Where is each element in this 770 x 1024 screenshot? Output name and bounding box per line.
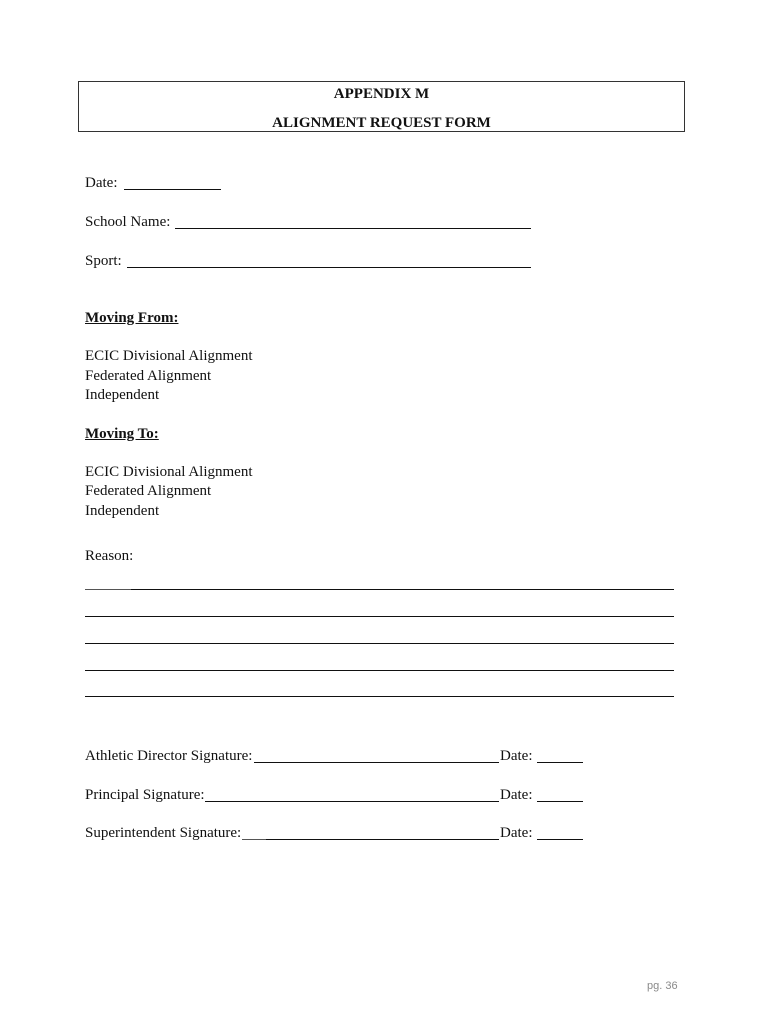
- reason-line-2[interactable]: [85, 616, 674, 617]
- superintendent-date-line[interactable]: [537, 839, 583, 840]
- moving-from-option-ecic[interactable]: ECIC Divisional Alignment: [85, 348, 253, 364]
- form-title: ALIGNMENT REQUEST FORM: [272, 115, 491, 131]
- superintendent-signature-line[interactable]: [266, 839, 499, 840]
- date-field-line[interactable]: [124, 189, 221, 190]
- athletic-director-signature-label: Athletic Director Signature:: [85, 748, 253, 764]
- reason-line-4[interactable]: [85, 670, 674, 671]
- reason-line-1-lead: [85, 589, 131, 590]
- superintendent-signature-label: Superintendent Signature:: [85, 825, 242, 841]
- form-header-box: [78, 81, 685, 132]
- appendix-title: APPENDIX M: [333, 86, 430, 102]
- principal-date-line[interactable]: [537, 801, 583, 802]
- reason-label: Reason:: [85, 548, 134, 564]
- reason-line-3[interactable]: [85, 643, 674, 644]
- athletic-director-signature-line[interactable]: [254, 762, 499, 763]
- reason-line-1[interactable]: [131, 589, 674, 590]
- sport-field-line[interactable]: [127, 267, 531, 268]
- school-name-label: School Name:: [85, 214, 171, 230]
- reason-line-5[interactable]: [85, 696, 674, 697]
- moving-from-heading: Moving From:: [85, 310, 179, 326]
- superintendent-signature-line-lead: [242, 839, 266, 840]
- superintendent-date-label: Date:: [500, 825, 533, 841]
- moving-to-option-federated[interactable]: Federated Alignment: [85, 483, 212, 499]
- principal-signature-line[interactable]: [205, 801, 499, 802]
- sport-label: Sport:: [85, 253, 122, 269]
- athletic-director-date-label: Date:: [500, 748, 533, 764]
- moving-to-heading: Moving To:: [85, 426, 159, 442]
- moving-from-option-federated[interactable]: Federated Alignment: [85, 368, 212, 384]
- date-field-label: Date:: [85, 175, 118, 191]
- moving-from-option-independent[interactable]: Independent: [85, 387, 160, 403]
- principal-signature-label: Principal Signature:: [85, 787, 205, 803]
- athletic-director-date-line[interactable]: [537, 762, 583, 763]
- moving-to-option-independent[interactable]: Independent: [85, 503, 160, 519]
- principal-date-label: Date:: [500, 787, 533, 803]
- school-name-field-line[interactable]: [175, 228, 531, 229]
- moving-to-option-ecic[interactable]: ECIC Divisional Alignment: [85, 464, 253, 480]
- page-number: pg. 36: [647, 980, 678, 992]
